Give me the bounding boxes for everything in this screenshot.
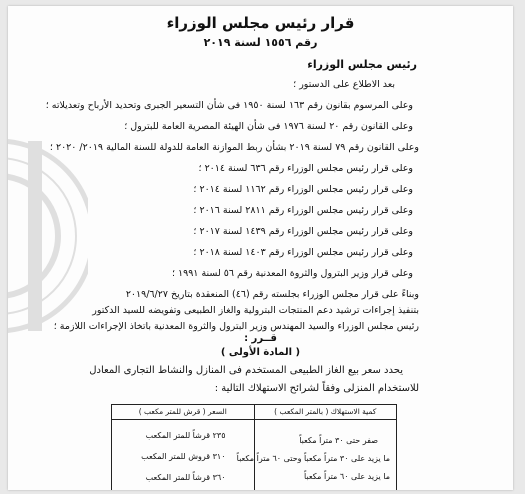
table-cell: ٣٦٠ قرشاً للمتر المكعب <box>145 473 226 482</box>
preamble-line: وعلى القانون رقم ٧٩ لسنة ٢٠١٩ بشأن ربط الموازنة العامة للدولة للسنة المالية ٢٠١٩/ ٢٠٢٠ ؛ <box>49 142 419 153</box>
table-cell: ٢٣٥ قرشاً للمتر المكعب <box>145 431 226 440</box>
table-cell: ٣١٠ قروش للمتر المكعب <box>141 452 226 461</box>
preamble-line: بتنفيذ إجراءات ترشيد دعم المنتجات البترولية والغاز الطبيعى وتفويضه للسيد الدكتور <box>92 305 419 316</box>
preamble-line: وعلى قرار رئيس مجلس الوزراء رقم ١١٦٢ لسنة ٢٠١٤ ؛ <box>193 184 413 195</box>
article-heading: ( المادة الأولى ) <box>220 347 301 358</box>
preamble-line: بعد الاطلاع على الدستور ؛ <box>293 79 395 90</box>
preamble-line: رئيس مجلس الوزراء والسيد المهندس وزير البترول والثروة المعدنية باتخاذ الإجراءات اللازمة ؛ <box>53 321 419 332</box>
table-header: السعر ( قرش للمتر مكعب ) <box>112 405 254 420</box>
preamble-line: وعلى قرار رئيس مجلس الوزراء رقم ٦٣٦ لسنة ٢٠١٤ ؛ <box>198 163 413 174</box>
preamble-line: وعلى قرار رئيس مجلس الوزراء رقم ١٤٠٣ لسنة ٢٠١٨ ؛ <box>193 247 413 258</box>
table-header: كمية الاستهلاك ( بالمتر المكعب ) <box>255 405 397 420</box>
article-text-line: يحدد سعر بيع الغاز الطبيعى المستخدم فى المنازل والنشاط التجارى المعادل <box>89 365 403 376</box>
preamble-line: وعلى قرار رئيس مجلس الوزراء رقم ١٤٣٩ لسنة ٢٠١٧ ؛ <box>193 226 413 237</box>
price-table <box>111 404 397 490</box>
preamble-line: وبناءً على قرار مجلس الوزراء بجلسته رقم (٤٦) المنعقدة بتاريخ ٢٠١٩/٦/٢٧ <box>125 289 419 300</box>
preamble-line: وعلى قرار رئيس مجلس الوزراء رقم ٢٨١١ لسنة ٢٠١٦ ؛ <box>193 205 413 216</box>
document-title: قرار رئيس مجلس الوزراء <box>166 14 355 32</box>
table-cell: ما يزيد على ٦٠ متراً مكعباً <box>304 472 390 481</box>
article-text-line: للاستخدام المنزلى وفقاً لشرائح الاستهلاك التالية : <box>214 383 419 394</box>
decision-heading: قــرر : <box>244 333 277 344</box>
preamble-line: وعلى القانون رقم ٢٠ لسنة ١٩٧٦ فى شأن الهيئة المصرية العامة للبترول ؛ <box>124 121 413 132</box>
consumption-column <box>236 405 397 490</box>
preamble-line: وعلى المرسوم بقانون رقم ١٦٣ لسنة ١٩٥٠ فى شأن التسعير الجبرى وتحديد الأرباح وتعديلاته ؛ <box>45 100 413 111</box>
table-cell: ما يزيد على ٣٠ متراً مكعباً وحتى ٦٠ متراً مكعباً <box>236 454 390 463</box>
issuer-heading: رئيس مجلس الوزراء <box>307 58 417 71</box>
decree-number: رقم ١٥٥٦ لسنة ٢٠١٩ <box>203 36 318 49</box>
table-cell: صفر حتى ٣٠ متراً مكعباً <box>299 436 378 445</box>
price-column <box>112 405 255 490</box>
preamble-line: وعلى قرار وزير البترول والثروة المعدنية رقم ٥٦ لسنة ١٩٩١ ؛ <box>171 268 413 279</box>
document-page <box>8 6 513 490</box>
decree-document <box>8 6 513 490</box>
